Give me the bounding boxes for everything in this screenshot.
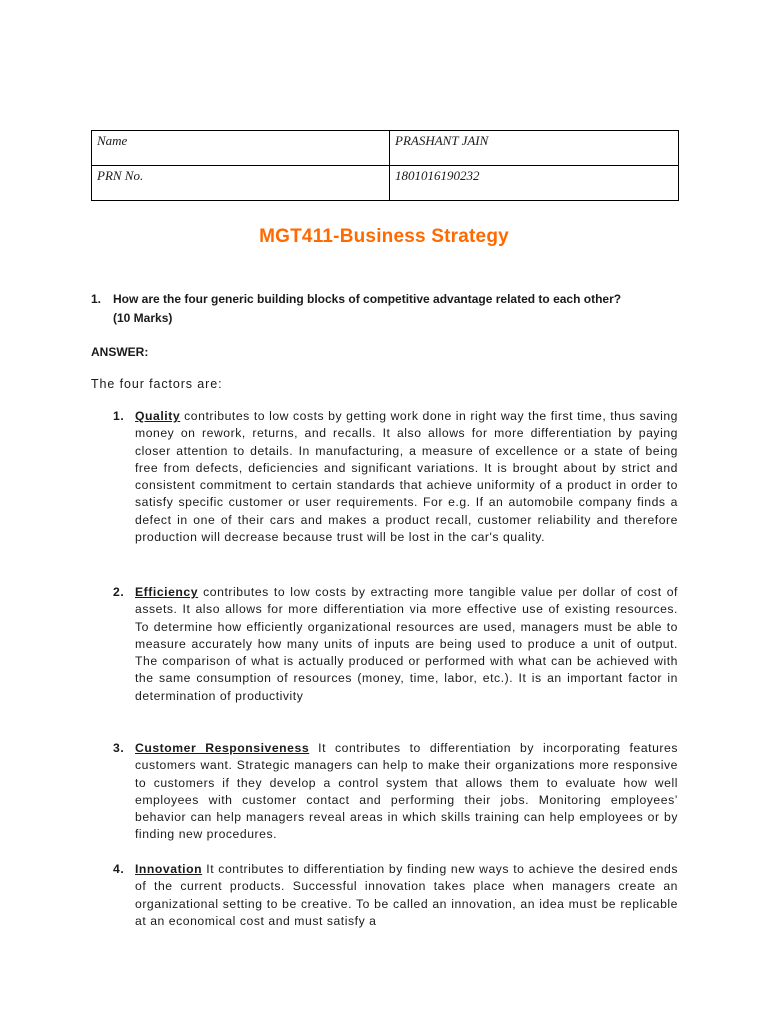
document-title: MGT411-Business Strategy: [259, 226, 509, 247]
list-item-number: 4.: [113, 862, 125, 876]
prn-value: 1801016190232: [390, 166, 679, 201]
list-item-term: Innovation: [135, 862, 203, 876]
list-item-body: [135, 740, 678, 844]
list-item-body: [135, 408, 678, 546]
prn-label: PRN No.: [92, 166, 390, 201]
list-item-efficiency: [113, 584, 678, 705]
list-item-number: 3.: [113, 741, 125, 755]
list-item-term: Efficiency: [135, 585, 199, 599]
question-block: [91, 290, 651, 328]
name-row: [92, 131, 679, 166]
list-item-text: It contributes to differentiation by incorporating features customers want. Strategic managers can help to make their organizations more responsive to customers if they develop a control system that allows them to evaluate how well employees with customer contact and performing their jobs. Monitoring employees’ behavior can help managers reveal areas in which skills training can help employees or by finding new procedures.: [135, 741, 678, 842]
name-value: PRASHANT JAIN: [390, 131, 679, 166]
list-item-innovation: [113, 861, 678, 930]
list-item-quality: [113, 408, 678, 546]
list-item-text: contributes to low costs by extracting more tangible value per dollar of cost of assets. It also allows for more differentiation via more effective use of existing resources. To determine how efficiently organizational resources are used, managers must be able to measure accurately how many units of inputs are being used to produce a unit of output. The comparison of what is actually produced or performed with what can be achieved with the same consumption of resources (money, time, labor, etc.). It is an important factor in determination of productivity: [135, 585, 678, 703]
list-item-number: 2.: [113, 585, 125, 599]
list-item-text: contributes to low costs by getting work done in right way the first time, thus saving money on rework, returns, and recalls. It also allows for more differentiation by paying closer attention to details. In manufacturing, a measure of excellence or a state of being free from defects, deficiencies and significant variations. It is brought about by strict and consistent commitment to certain standards that achieve uniformity of a product in order to satisfy specific customer or user requirements. For e.g. If an automobile company finds a defect in one of their cars and makes a product recall, customer reliability and therefore production will decrease because trust will be lost in the car's quality.: [135, 409, 678, 545]
list-item-body: [135, 861, 678, 930]
answer-intro: The four factors are:: [91, 377, 223, 391]
question-number: 1.: [91, 292, 102, 306]
list-item-term: Quality: [135, 409, 181, 423]
list-item-text: It contributes to differentiation by finding new ways to achieve the desired ends of the current products. Successful innovation takes place when managers create an organizational setting to be creative. To be called an innovation, an idea must be replicable at an economical cost and must satisfy a: [135, 862, 678, 928]
question-text: How are the four generic building blocks of competitive advantage related to each other?: [113, 292, 622, 306]
list-item-customer-responsiveness: [113, 740, 678, 844]
name-label: Name: [92, 131, 390, 166]
answer-label: ANSWER:: [91, 345, 149, 359]
list-item-body: [135, 584, 678, 705]
student-info-table: [91, 130, 679, 201]
list-item-number: 1.: [113, 409, 125, 423]
prn-row: [92, 166, 679, 201]
question-marks: (10 Marks): [113, 311, 173, 325]
list-item-term: Customer Responsiveness: [135, 741, 310, 755]
